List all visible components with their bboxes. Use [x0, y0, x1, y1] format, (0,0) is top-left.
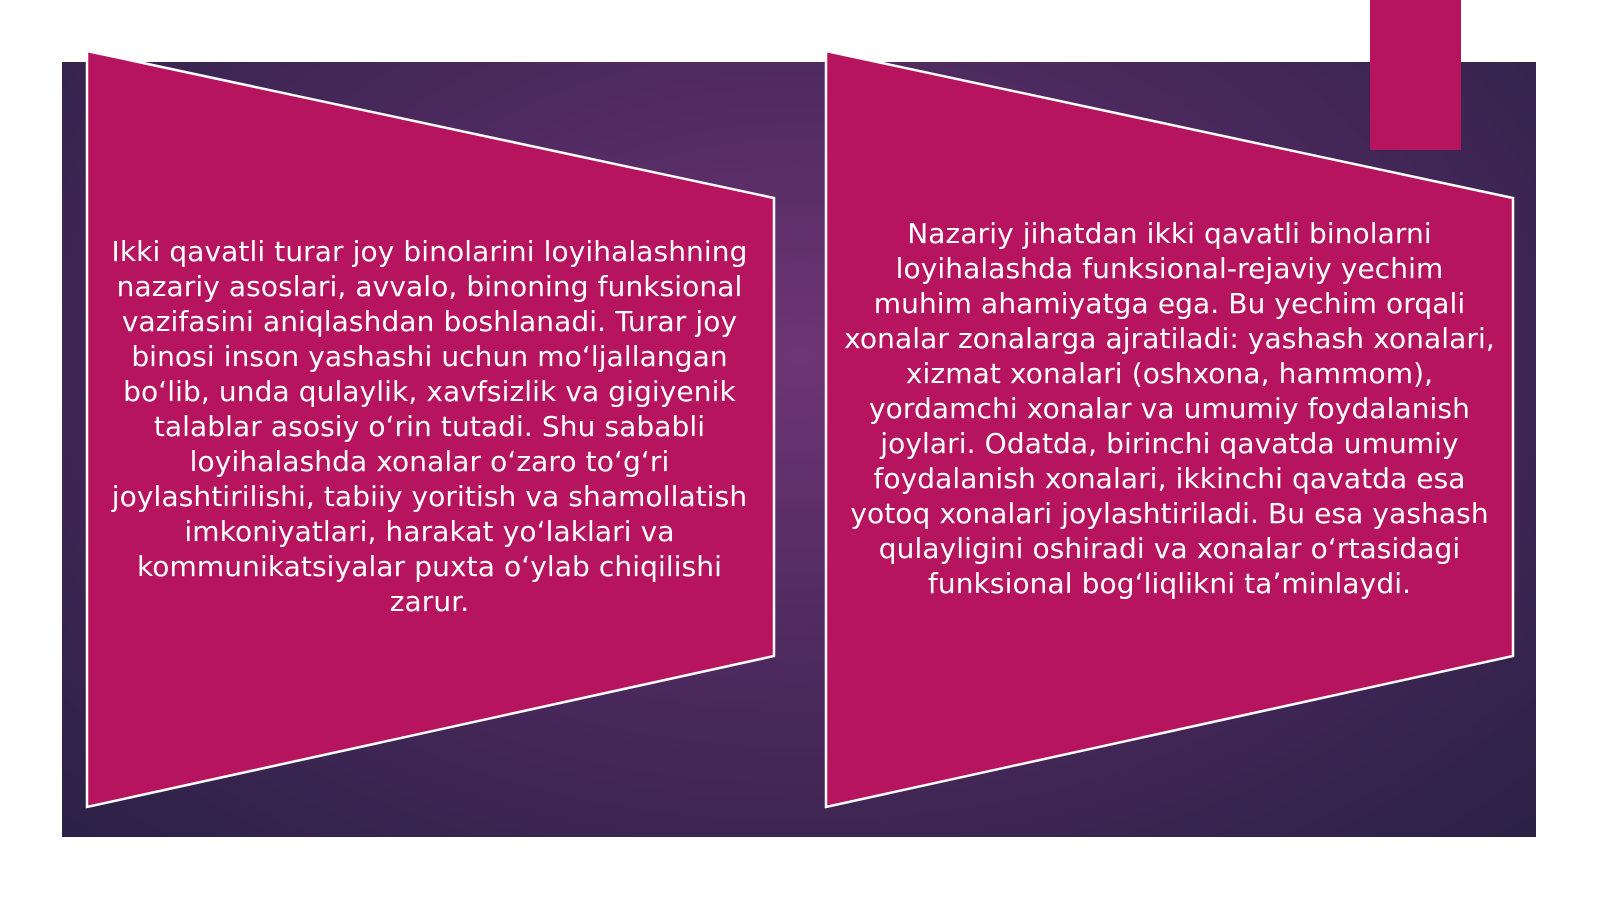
left-panel-text: Ikki qavatli turar joy binolarini loyihalashning nazariy asoslari, avvalo, binoning funksional vazifasini aniqlashdan boshlanadi. Turar joy binosi inson yashashi uchun moʻljallangan boʻlib, unda qulaylik, xavfsizlik va gigiyenik talablar asosiy oʻrin tutadi. Shu sababli loyihalashda xonalar oʻzaro toʻgʻri joylashtirilishi, tabiiy yoritish va shamollatish imkoniyatlari, harakat yoʻlaklari va kommunikatsiyalar puxta oʻylab chiqilishi zarur.	[111, 235, 748, 618]
right-panel-text: Nazariy jihatdan ikki qavatli binolarni loyihalashda funksional-rejaviy yechim muhim ahamiyatga ega. Bu yechim orqali xonalar zonalarga ajratiladi: yashash xonalari, xizmat xonalari (oshxona, hammom), yordamchi xonalar va umumiy foydalanish joylari. Odatda, birinchi qavatda umumiy foydalanish xonalari, ikkinchi qavatda esa yotoq xonalari joylashtiriladi. Bu esa yashash qulayligini oshiradi va xonalar oʻrtasidagi funksional bogʻliqlikni taʼminlaydi.	[844, 217, 1495, 600]
